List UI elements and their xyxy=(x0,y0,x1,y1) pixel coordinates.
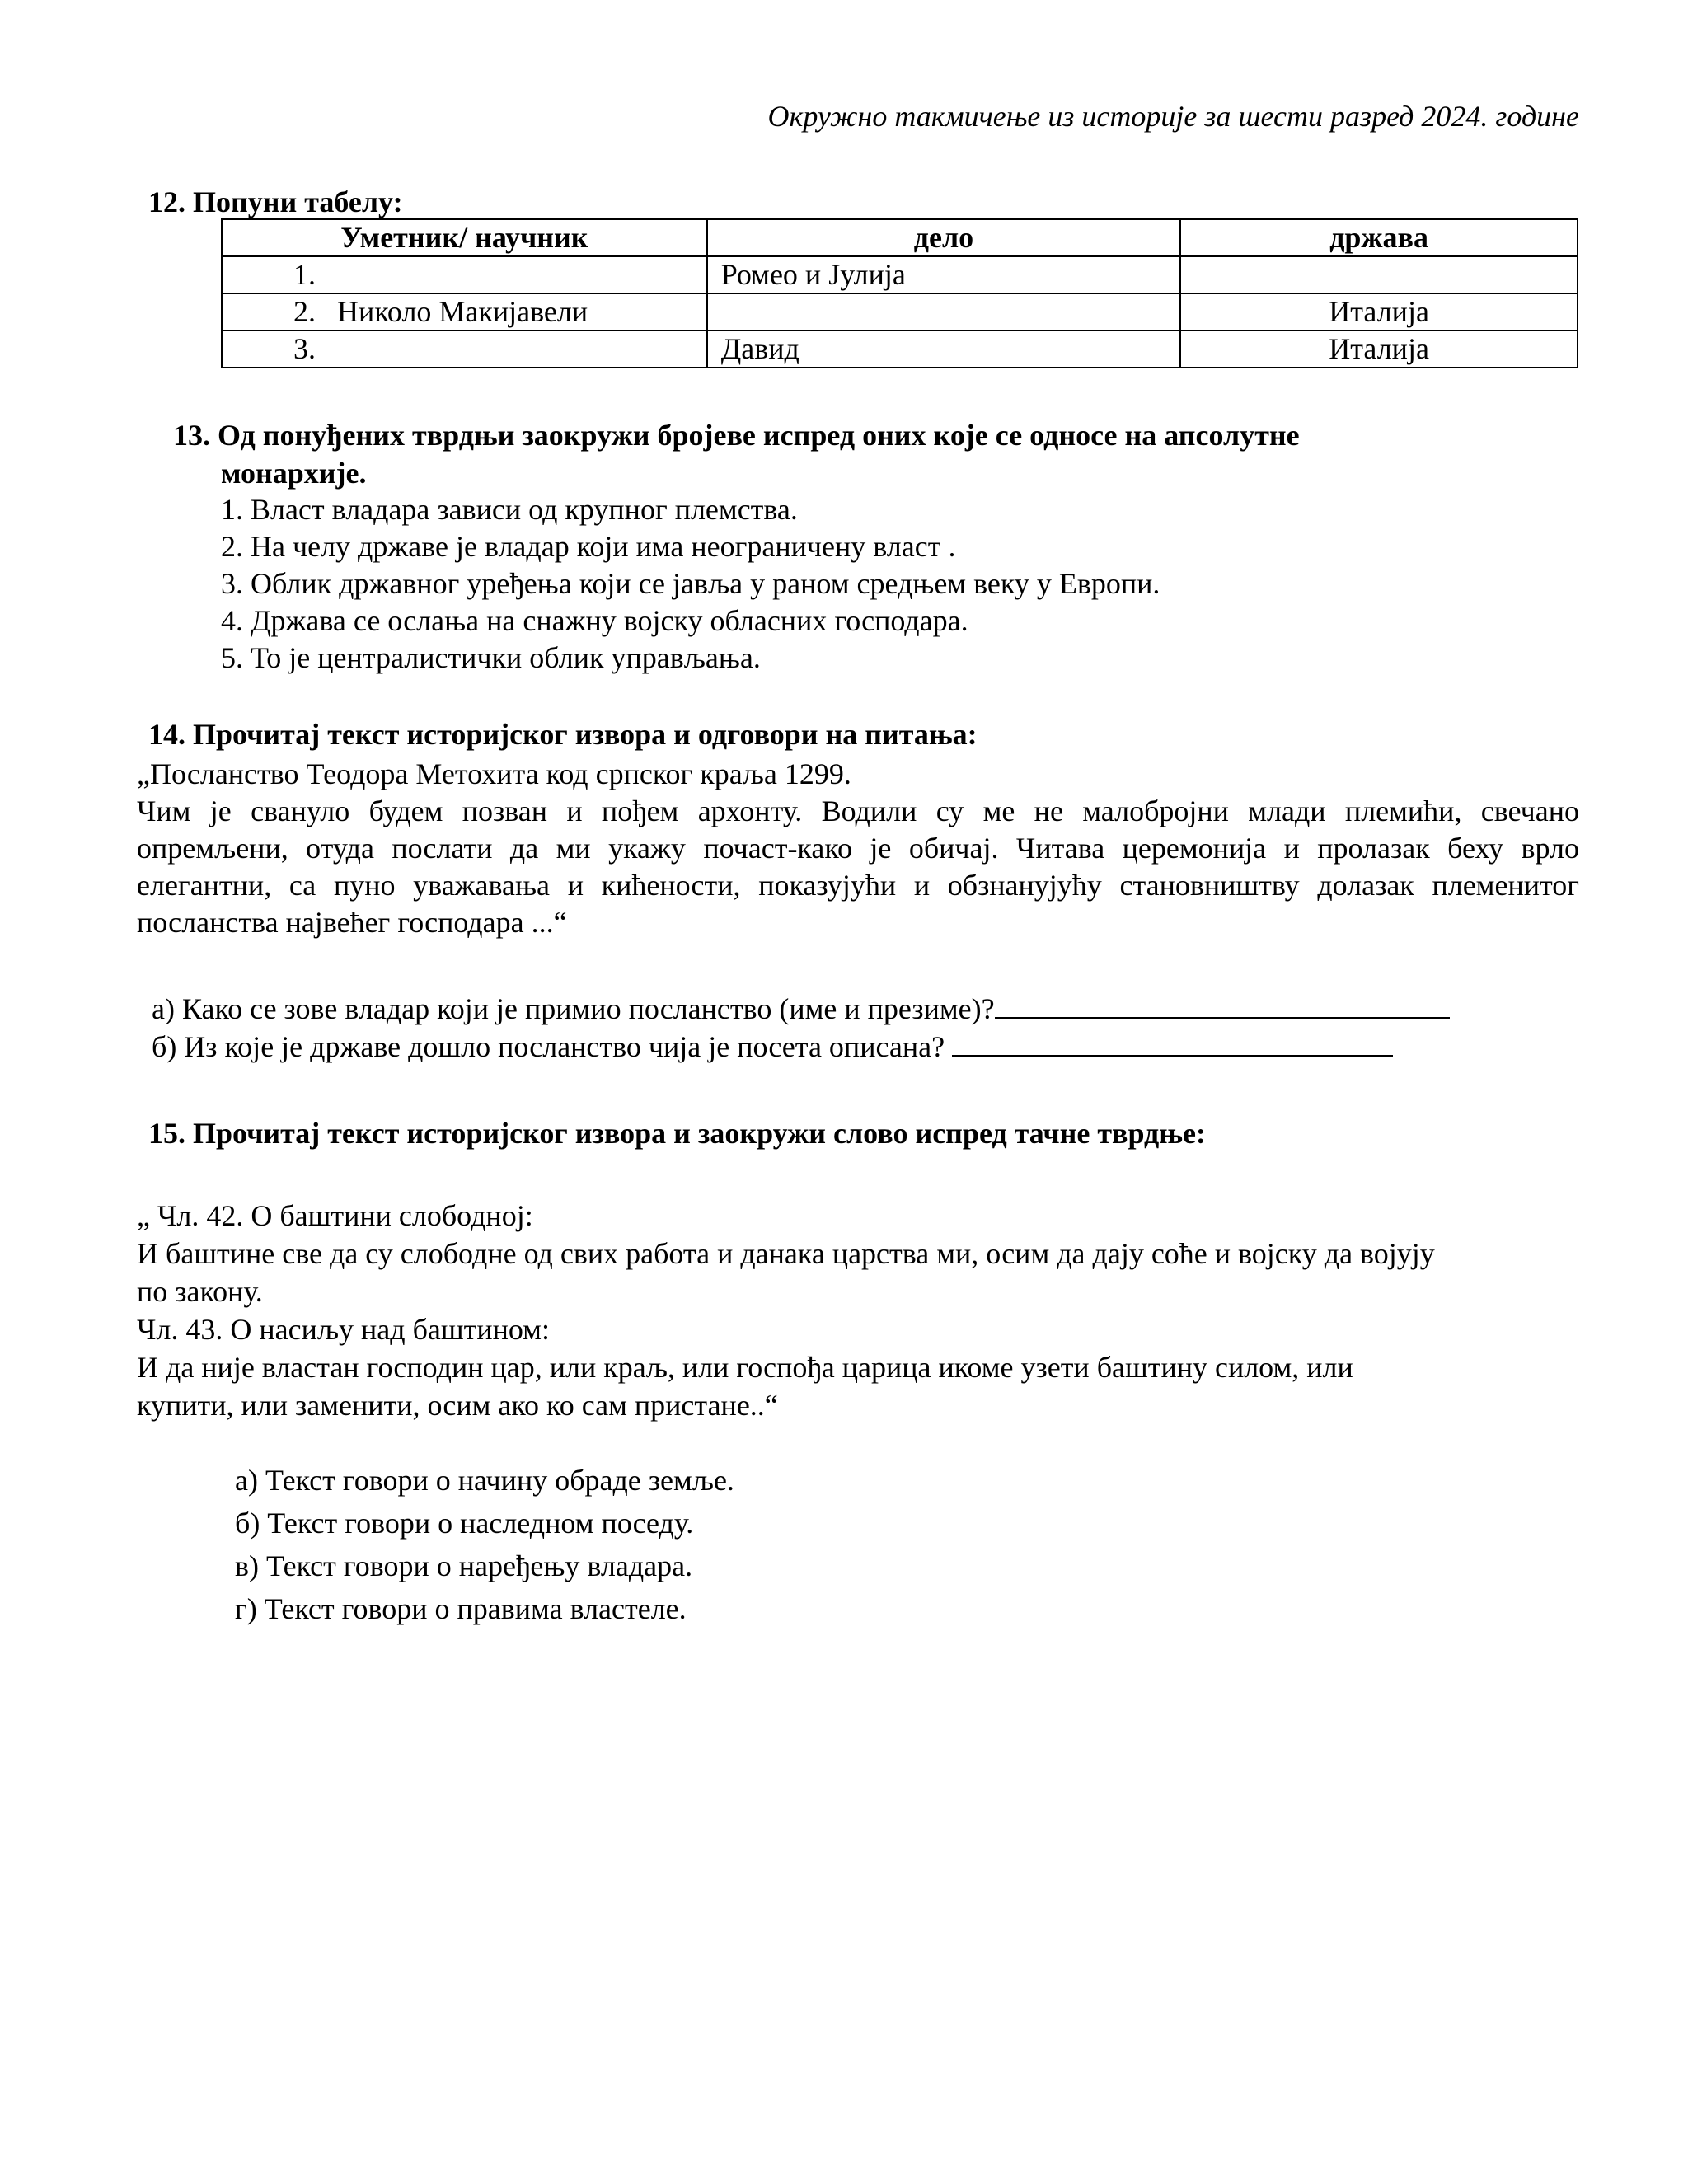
header-work: дело xyxy=(707,219,1180,256)
list-item[interactable]: 3. Облик државног уређења који се јавља у раном средњем веку у Европи. xyxy=(221,567,1160,600)
answer-a-blank[interactable] xyxy=(995,989,1450,1019)
source-line: посланства највећег господара ...“ xyxy=(137,906,567,939)
question-a: а) Како се зове владар који је примио посланство (име и презиме)? xyxy=(152,989,1450,1027)
list-item[interactable]: 4. Држава се ослања на снажну војску обласних господара. xyxy=(221,604,968,637)
source-line: И баштине све да су слободне од свих работа и данака царства ми, осим да дају соће и војску да војују xyxy=(137,1237,1435,1270)
q13-title: 13. Од понуђених тврдњи заокружи бројеве испред оних које се односе на апсолутне xyxy=(173,419,1300,452)
list-item[interactable]: 2. На челу државе је владар који има неограничену власт . xyxy=(221,530,956,563)
source-line: И да није властан господин цар, или краљ, или госпођа царица икоме узети баштину силом, или xyxy=(137,1351,1353,1384)
row2-work-cell[interactable] xyxy=(707,293,1180,330)
q15-title: 15. Прочитај текст историјског извора и заокружи слово испред тачне тврдње: xyxy=(148,1117,1206,1150)
option-a[interactable]: а) Текст говори о начину обраде земље. xyxy=(235,1464,734,1497)
list-item[interactable]: 5. То је централистички облик управљања. xyxy=(221,641,761,674)
q13-statements xyxy=(221,491,1160,677)
source-line: Чим је свануло будем позван и пођем архонту. Водили су ме не малобројни млади племићи, свечано xyxy=(137,794,1579,827)
row1-country-cell[interactable] xyxy=(1180,256,1578,293)
row3-work-cell: Давид xyxy=(707,330,1180,368)
source-line: по закону. xyxy=(137,1275,263,1308)
row3-country-cell: Италија xyxy=(1180,330,1578,368)
source-line: опремљени, отуда послати да ми укажу почаст-како је обичај. Читава церемонија и пролазак беху врло xyxy=(137,832,1579,865)
source-line: „ Чл. 42. О баштини слободној: xyxy=(137,1199,533,1232)
row1-name-cell[interactable]: 1. xyxy=(222,256,707,293)
list-item[interactable]: 1. Власт владара зависи од крупног племства. xyxy=(221,493,798,526)
table-header-row xyxy=(222,219,1578,256)
q12-title: 12. Попуни табелу: xyxy=(148,185,403,218)
option-v[interactable]: в) Текст говори о наређењу владара. xyxy=(235,1549,693,1582)
q14-questions xyxy=(152,989,1450,1065)
q12-table xyxy=(221,218,1578,368)
answer-b-blank[interactable] xyxy=(952,1027,1393,1057)
q14-source-text xyxy=(137,756,1579,941)
q15-source-text xyxy=(137,1197,1579,1424)
page-header: Окружно такмичење из историје за шести разред 2024. године xyxy=(767,100,1579,133)
source-line: купити, или заменити, осим ако ко сам пристане..“ xyxy=(137,1389,778,1422)
header-artist: Уметник/ научник xyxy=(222,219,707,256)
header-country: држава xyxy=(1180,219,1578,256)
source-line: „Посланство Теодора Метохита код српског краља 1299. xyxy=(137,757,851,790)
q15-options xyxy=(235,1459,734,1630)
option-g[interactable]: г) Текст говори о правима властеле. xyxy=(235,1592,687,1625)
row2-country-cell: Италија xyxy=(1180,293,1578,330)
row3-name-cell[interactable]: 3. xyxy=(222,330,707,368)
q14-title: 14. Прочитај текст историјског извора и одговори на питања: xyxy=(148,718,978,751)
row2-name-cell: 2. Николо Макијавели xyxy=(222,293,707,330)
source-line: елегантни, са пуно уважавања и кићености, показујући и обзнанујућу становништву долазак племенитог xyxy=(137,869,1579,902)
row1-work-cell: Ромео и Јулија xyxy=(707,256,1180,293)
question-b: б) Из које је државе дошло посланство чија је посета описана? xyxy=(152,1027,1450,1065)
source-line: Чл. 43. О насиљу над баштином: xyxy=(137,1313,550,1346)
q13-title-continued: монархије. xyxy=(221,457,367,490)
table-row xyxy=(222,256,1578,293)
table-row xyxy=(222,293,1578,330)
table-row xyxy=(222,330,1578,368)
option-b[interactable]: б) Текст говори о наследном поседу. xyxy=(235,1507,694,1540)
